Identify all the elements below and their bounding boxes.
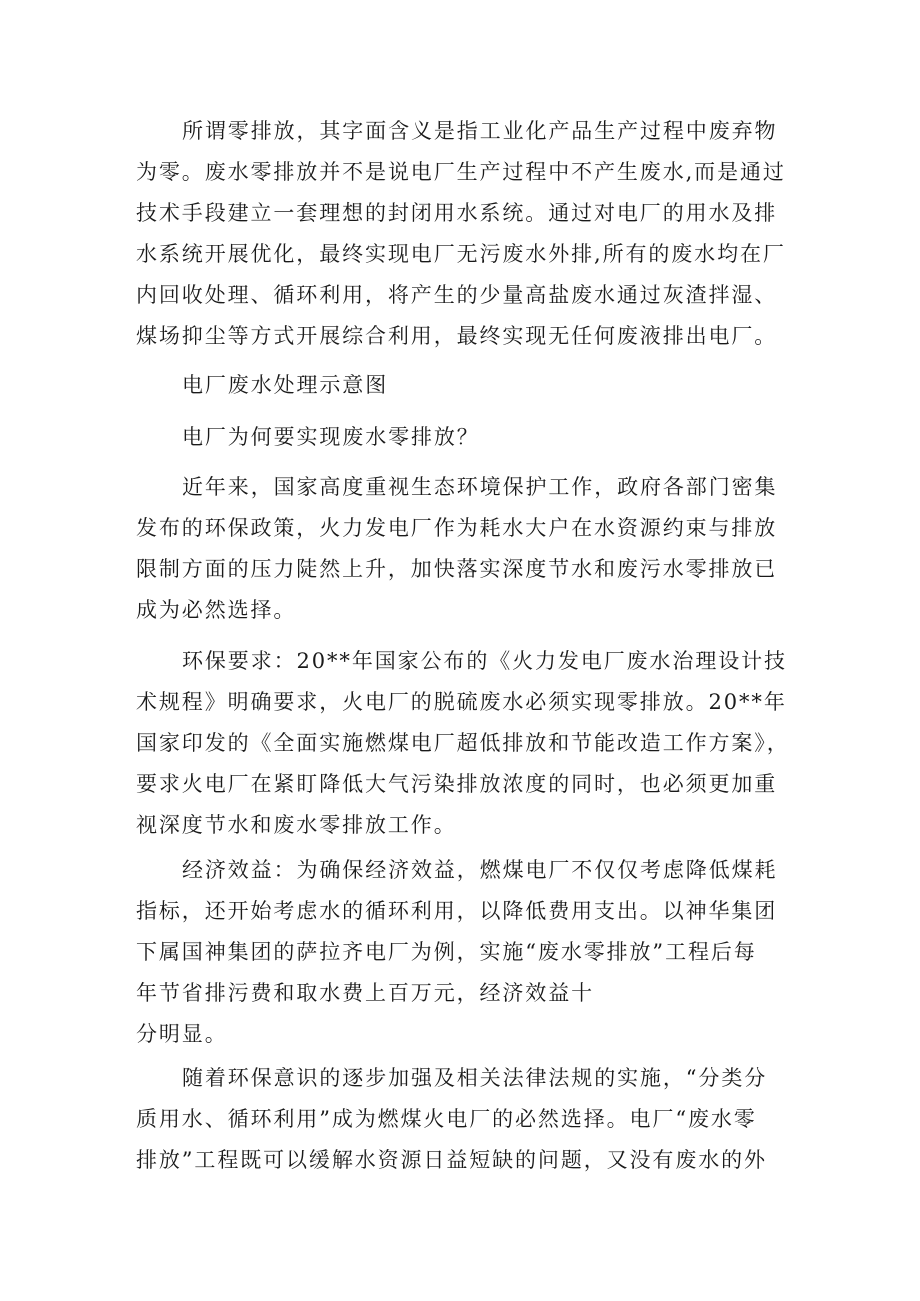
- text-line: 电厂废水处理示意图: [182, 373, 389, 397]
- diagram-caption: [136, 365, 796, 406]
- text-line: 经济效益：为确保经济效益，燃煤电厂不仅仅考虑降低煤耗: [182, 858, 778, 882]
- text-line: 术规程》明确要求，火电厂的脱硫废水必须实现零排放。20**年: [136, 690, 787, 714]
- text-line: 质用水、循环利用”成为燃煤火电厂的必然选择。电厂“废水零: [136, 1107, 757, 1131]
- text-line: 指标，还开始考虑水的循环利用，以降低费用支出。以神华集团: [136, 899, 778, 923]
- text-line: 技术手段建立一套理想的封闭用水系统。通过对电厂的用水及排: [136, 201, 778, 225]
- text-line: 随着环保意识的逐步加强及相关法律法规的实施，“分类分: [182, 1066, 768, 1090]
- paragraph-environmental-requirements: [136, 641, 796, 846]
- text-line: 环保要求：20**年国家公布的《火力发电厂废水治理设计技: [182, 649, 787, 673]
- text-line: 视深度节水和废水零排放工作。: [136, 813, 457, 837]
- text-line: 国家印发的《全面实施燃煤电厂超低排放和节能改造工作方案》，: [136, 731, 790, 755]
- text-line: 分明显。: [136, 1022, 228, 1046]
- text-line: 排放”工程既可以缓解水资源日益短缺的问题，又没有废水的外: [136, 1148, 767, 1172]
- text-line: 煤场抑尘等方式开展综合利用，最终实现无任何废液排出电厂。: [136, 324, 778, 348]
- text-line: 下属国神集团的萨拉齐电厂为例，实施“废水零排放”工程后每: [136, 940, 757, 964]
- text-line: 内回收处理、循环利用，将产生的少量高盐废水通过灰渣拌湿、: [136, 283, 778, 307]
- text-line: 成为必然选择。: [136, 598, 297, 622]
- text-line: 要求火电厂在紧盯降低大气污染排放浓度的同时，也必须更加重: [136, 772, 778, 796]
- text-line: 水系统开展优化，最终实现电厂无污废水外排,所有的废水均在厂: [136, 242, 786, 266]
- paragraph-conclusion: [136, 1058, 796, 1181]
- text-line: 所谓零排放，其字面含义是指工业化产品生产过程中废弃物: [182, 119, 778, 143]
- paragraph-economic-benefits: [136, 850, 796, 1055]
- section-heading: [136, 417, 796, 458]
- text-line: 为零。废水零排放并不是说电厂生产过程中不产生废水,而是通过: [136, 160, 786, 184]
- text-line: 限制方面的压力陡然上升，加快落实深度节水和废污水零排放已: [136, 557, 778, 581]
- text-line: 电厂为何要实现废水零排放？: [182, 425, 480, 449]
- paragraph-policy-background: [136, 467, 796, 631]
- text-line: 年节省排污费和取水费上百万元，经济效益十: [136, 981, 594, 1005]
- paragraph-zero-discharge-definition: [136, 111, 796, 357]
- text-line: 近年来，国家高度重视生态环境保护工作，政府各部门密集: [182, 475, 778, 499]
- text-line: 发布的环保政策，火力发电厂作为耗水大户在水资源约束与排放: [136, 516, 778, 540]
